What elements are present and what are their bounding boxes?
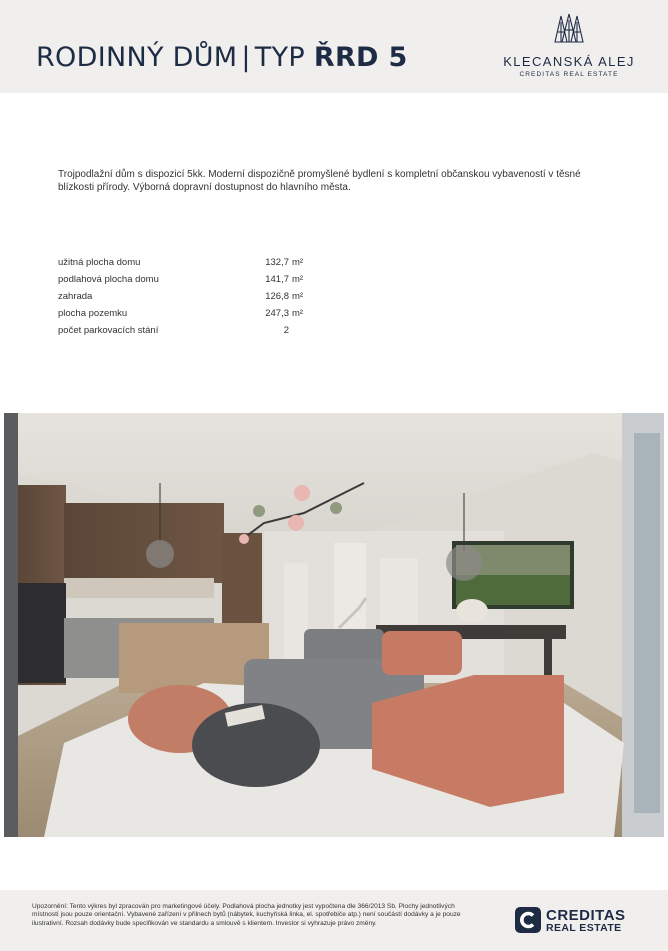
spec-unit: m² [292,274,304,285]
brand-subtitle: CREDITAS REAL ESTATE [519,71,619,78]
spec-label: podlahová plocha domu [58,274,159,285]
title-type-prefix: TYP [254,42,305,73]
logo-line2: REAL ESTATE [546,922,622,934]
page-title [36,42,408,73]
brand-name: KLECANSKÁ ALEJ [503,54,635,69]
header-band [0,0,668,93]
tree-triangles-icon [552,12,586,44]
spec-unit: m² [292,291,304,302]
spec-label: zahrada [58,291,93,302]
logo-line1: CREDITAS [546,907,626,924]
title-separator: | [241,42,251,73]
spec-value: 141,7 [265,274,289,285]
intro-paragraph: Trojpodlažní dům s dispozicí 5kk. Moderní dispozičně promyšlené bydlení s kompletní občanskou vybaveností v těsné blízkosti přírody. Výborná dopravní dostupnost do hlavního města. [58,169,581,193]
creditas-logo [515,907,640,935]
disclaimer-text: Upozornění: Tento výkres byl zpracován pro marketingové účely. Podlahová plocha jednotky jest vypočtena dle 366/2013 Sb. Plochy jednotlivých místností jsou pouze orientační. Vybavené zařízení v přilnech bytů (nábytek, kuchyňská linka, el. spotřebiče atp.) není součástí dodávky a je pouze ilustrativní. Rozsah dodávky bude specifikován ve standardu a smlouvě s klientem. Investor si vyhrazuje právo změny. [32,903,461,927]
title-main: RODINNÝ DŮM [36,42,238,73]
spec-value: 2 [283,325,289,336]
spec-value: 126,8 [265,291,289,302]
spec-unit: m² [292,257,304,268]
spec-value: 247,3 [265,308,289,319]
spec-value: 132,7 [265,257,289,268]
interior-photo [4,413,664,837]
spec-label: užitná plocha domu [58,257,141,268]
klecanska-alej-logo [494,12,644,78]
spec-label: počet parkovacích stání [58,325,159,336]
footer-band [0,890,668,951]
spec-label: plocha pozemku [58,308,128,319]
spec-unit: m² [292,308,304,319]
title-type-code: ŘRD 5 [313,42,408,73]
creditas-c-icon [515,907,541,933]
